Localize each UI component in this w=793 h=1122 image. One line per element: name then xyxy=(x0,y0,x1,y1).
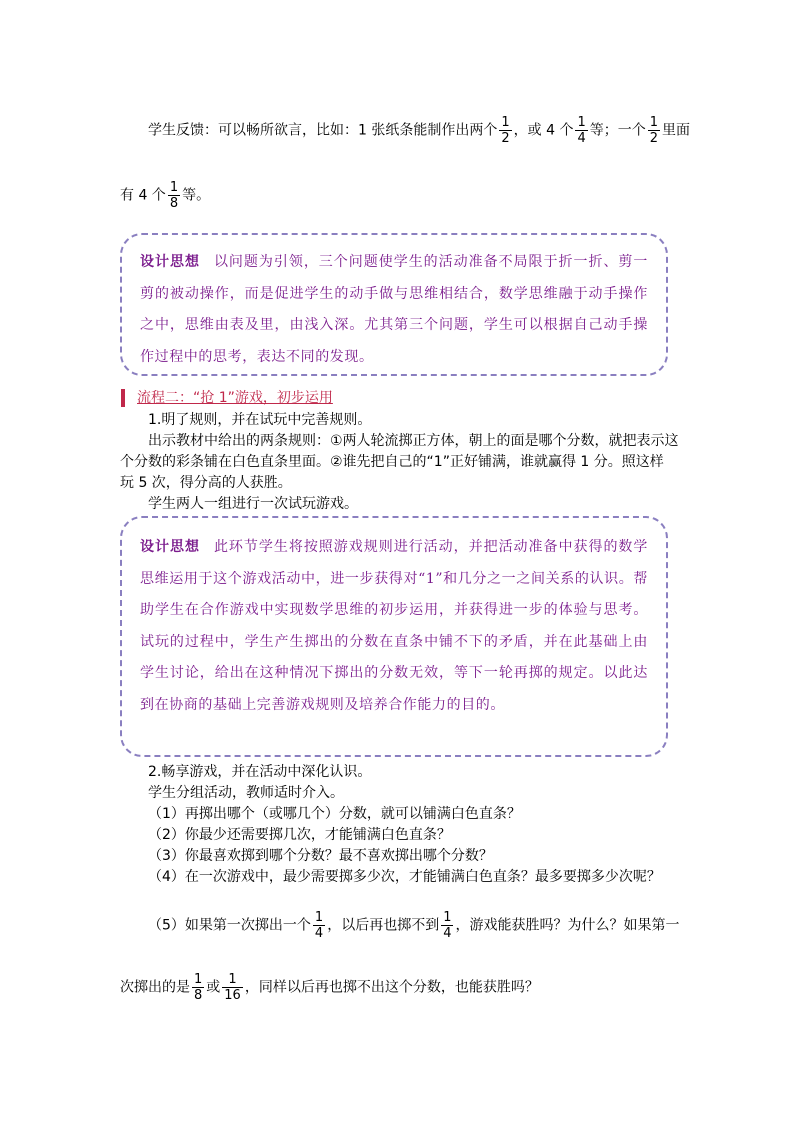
section-line: 2.畅享游戏，并在活动中深化认识。 xyxy=(148,764,372,780)
text-run: 有 4 个 xyxy=(120,187,166,204)
text-run: 或 xyxy=(206,979,221,996)
denominator: 16 xyxy=(224,988,241,1003)
question-5-line-1 xyxy=(148,910,679,941)
fraction xyxy=(313,910,325,941)
fraction xyxy=(575,115,587,146)
numerator: 1 xyxy=(314,910,324,925)
feedback-line-1 xyxy=(148,115,690,146)
text-run: ，或 4 个 xyxy=(513,122,574,139)
text-run: ，同样以后再也掷不出这个分数，也能获胜吗？ xyxy=(244,979,539,996)
text-run: 里面 xyxy=(662,122,691,139)
text-run: ，以后再也掷不到 xyxy=(327,917,440,934)
section-line: 1.明了规则，并在试玩中完善规则。 xyxy=(148,412,372,428)
denominator: 2 xyxy=(501,131,510,146)
section-heading xyxy=(121,389,333,407)
design-idea-body: 此环节学生将按照游戏规则进行活动，并把活动准备中获得的数学思维运用于这个游戏活动中，进一步获得对“1”和几分之一之间关系的认识。帮助学生在合作游戏中实现数学思维的初步运用，并获得进一步的体验与思考。试玩的过程中，学生产生掷出的分数在直条中铺不下的矛盾，并在此基础上由学生讨论，给出在这种情况下掷出的分数无效，等下一轮再掷的规定。以此达到在协商的基础上完善游戏规则及培养合作能力的目的。 xyxy=(140,539,648,713)
text-run: ，游戏能获胜吗？为什么？如果第一 xyxy=(455,917,680,934)
fraction xyxy=(222,972,243,1003)
numerator: 1 xyxy=(649,115,659,130)
text-run: 等。 xyxy=(182,187,211,204)
fraction xyxy=(192,972,204,1003)
denominator: 4 xyxy=(314,926,324,941)
question-1: （1）再掷出哪个（或哪几个）分数，就可以铺满白色直条？ xyxy=(148,806,521,822)
question-5-line-2 xyxy=(120,972,539,1003)
numerator: 1 xyxy=(577,115,586,130)
numerator: 1 xyxy=(443,910,452,925)
design-idea-label: 设计思想 xyxy=(140,539,200,555)
section-line: 学生分组活动，教师适时介入。 xyxy=(148,785,344,801)
numerator: 1 xyxy=(194,972,203,987)
design-idea-box-2 xyxy=(120,516,668,757)
section-line: 出示教材中给出的两条规则：①两人轮流掷正方体，朝上的面是哪个分数，就把表示这 xyxy=(148,433,679,449)
feedback-line-2 xyxy=(120,180,210,211)
design-idea-text-1 xyxy=(140,247,648,373)
section-line: 个分数的彩条铺在白色直条里面。②谁先把自己的“1”正好铺满，谁就赢得 1 分。照这样 xyxy=(120,454,664,470)
question-4: （4）在一次游戏中，最少需要掷多少次，才能铺满白色直条？最多要掷多少次呢？ xyxy=(148,869,661,885)
section-heading-text: 流程二：“抢 1”游戏，初步运用 xyxy=(137,390,333,406)
section-line: 学生两人一组进行一次试玩游戏。 xyxy=(148,496,358,512)
text-run: 等；一个 xyxy=(589,122,646,139)
question-3: （3）你最喜欢掷到哪个分数？最不喜欢掷出哪个分数？ xyxy=(148,848,493,864)
design-idea-label: 设计思想 xyxy=(140,254,200,270)
numerator: 1 xyxy=(228,972,237,987)
denominator: 8 xyxy=(169,196,179,211)
denominator: 4 xyxy=(577,131,586,146)
denominator: 8 xyxy=(194,988,203,1003)
design-idea-text-2 xyxy=(140,532,648,721)
text-run: 学生反馈：可以畅所欲言，比如：1 张纸条能制作出两个 xyxy=(148,122,498,139)
numerator: 1 xyxy=(501,115,510,130)
question-2: （2）你最少还需要掷几次，才能铺满白色直条？ xyxy=(148,827,451,843)
denominator: 2 xyxy=(649,131,659,146)
denominator: 4 xyxy=(443,926,452,941)
fraction xyxy=(168,180,180,211)
fraction xyxy=(441,910,453,941)
design-idea-body: 以问题为引领，三个问题使学生的活动准备不局限于折一折、剪一剪的被动操作，而是促进学生的动手做与思维相结合，数学思维融于动手操作之中，思维由表及里，由浅入深。尤其第三个问题，学生可以根据自己动手操作过程中的思考，表达不同的发现。 xyxy=(140,254,648,365)
text-run: 次掷出的是 xyxy=(120,979,190,996)
design-idea-box-1 xyxy=(120,233,668,376)
fraction xyxy=(499,115,511,146)
section-line: 玩 5 次，得分高的人获胜。 xyxy=(120,475,292,491)
fraction xyxy=(648,115,660,146)
text-run: （5）如果第一次掷出一个 xyxy=(148,917,311,934)
numerator: 1 xyxy=(169,180,179,195)
